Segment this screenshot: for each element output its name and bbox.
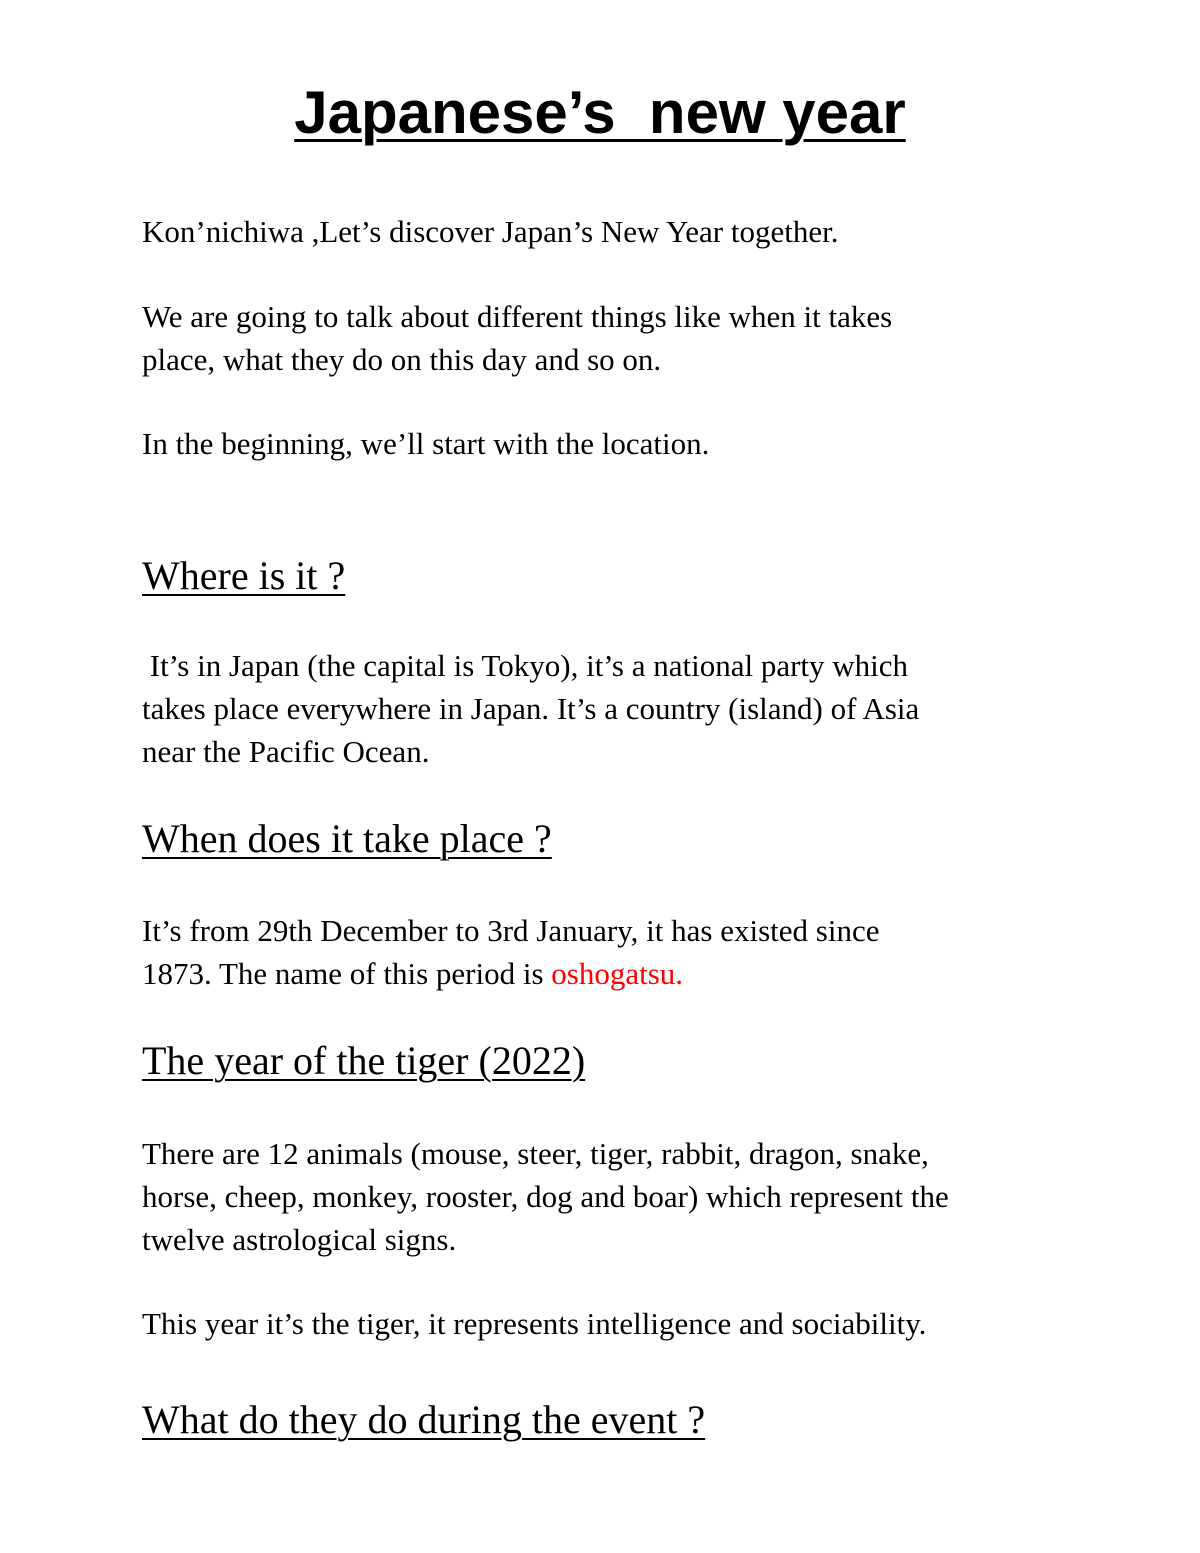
document-title bbox=[0, 78, 1200, 148]
intro-location: In the beginning, we’ll start with the location. bbox=[142, 426, 710, 461]
heading-tiger bbox=[142, 1037, 1102, 1085]
heading-where-text: Where is it ? bbox=[142, 553, 346, 598]
heading-tiger-text: The year of the tiger (2022) bbox=[142, 1038, 586, 1083]
heading-event-text: What do they do during the event ? bbox=[142, 1397, 706, 1442]
heading-event bbox=[142, 1396, 1102, 1444]
heading-when bbox=[142, 815, 1102, 863]
paragraph-animals: There are 12 animals (mouse, steer, tiger, rabbit, dragon, snake, horse, cheep, monkey, rooster, dog and boar) which represent the twelve astrological signs. bbox=[142, 1136, 949, 1257]
paragraph-when-text: It’s from 29th December to 3rd January, it has existed since 1873. The name of this period is bbox=[142, 913, 880, 991]
intro-greeting: Kon’nichiwa ,Let’s discover Japan’s New Year together. bbox=[142, 214, 839, 249]
heading-where bbox=[142, 552, 1102, 600]
heading-when-text: When does it take place ? bbox=[142, 816, 552, 861]
paragraph-when bbox=[142, 909, 1102, 995]
oshogatsu-highlight: oshogatsu. bbox=[551, 956, 684, 991]
paragraph-where: It’s in Japan (the capital is Tokyo), it’s a national party which takes place everywhere in Japan. It’s a country (island) of Asia near the Pacific Ocean. bbox=[142, 648, 920, 769]
paragraph-tiger: This year it’s the tiger, it represents intelligence and sociability. bbox=[142, 1306, 927, 1341]
intro-overview: We are going to talk about different things like when it takes place, what they do on this day and so on. bbox=[142, 299, 893, 377]
document-title-text: Japanese’s new year bbox=[294, 79, 906, 146]
